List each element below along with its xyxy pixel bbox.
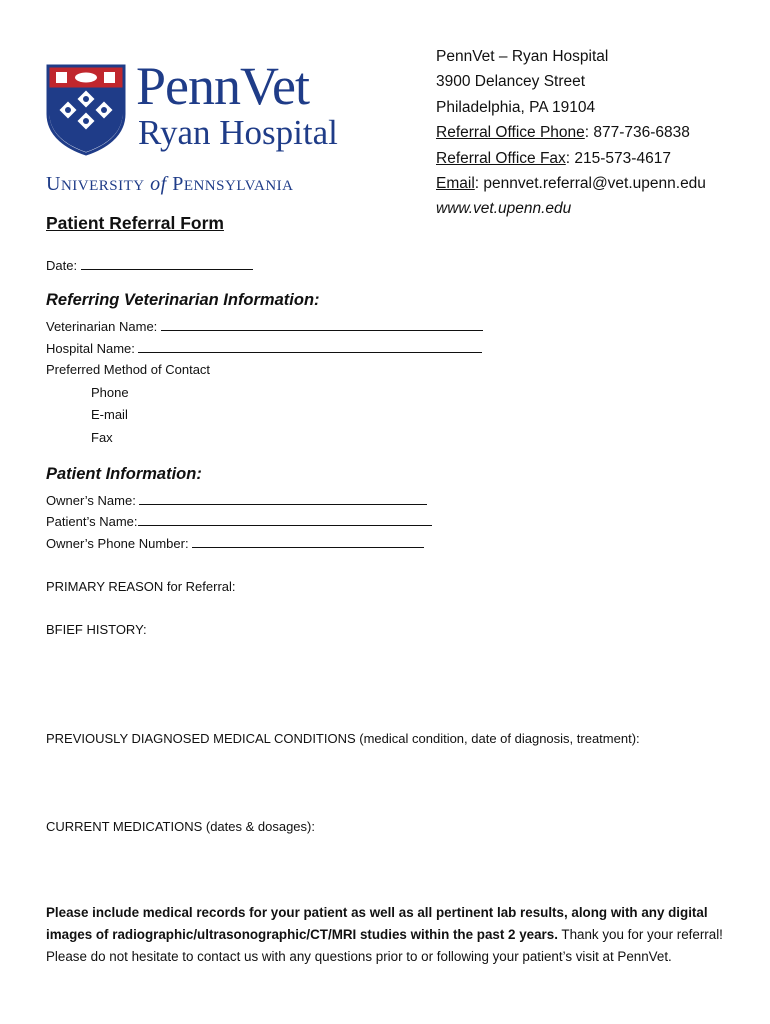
date-field[interactable] [81, 257, 253, 270]
contact-option-phone[interactable]: Phone [91, 385, 129, 400]
vet-name-label: Veterinarian Name: [46, 319, 161, 334]
medications-label: CURRENT MEDICATIONS (dates & dosages): [46, 819, 315, 834]
penn-shield-icon [46, 64, 126, 156]
website-link[interactable]: www.vet.upenn.edu [436, 200, 572, 218]
fax-label: Referral Office Fax [436, 149, 566, 167]
form-title: Patient Referral Form [46, 213, 224, 233]
patient-name-field[interactable] [138, 513, 432, 526]
email-line [436, 171, 706, 196]
pennvet-logo [46, 56, 351, 197]
phone-value: : 877-736-6838 [584, 124, 690, 142]
hospital-name-row [46, 340, 482, 357]
owner-name-field[interactable] [139, 492, 427, 505]
date-label: Date: [46, 258, 81, 273]
hospital-name-field[interactable] [138, 340, 482, 353]
patient-heading: Patient Information: [46, 465, 202, 483]
city-state-zip: Philadelphia, PA 19104 [436, 98, 596, 116]
phone-line [436, 120, 706, 145]
history-label: BFIEF HISTORY: [46, 622, 147, 637]
vet-name-field[interactable] [161, 318, 483, 331]
footer-bold-text: Please include medical records for your patient as well as all pertinent lab results, along with any digital images of radiographic/ultrasonographic/CT/MRI studies within the past 2 years. [46, 905, 708, 942]
contact-option-email[interactable]: E-mail [91, 407, 128, 422]
hospital-name-label: Hospital Name: [46, 341, 139, 356]
patient-name-label: Patient’s Name: [46, 514, 138, 529]
owner-phone-row [46, 535, 424, 552]
footer-note [46, 902, 726, 967]
fax-value: : 215-573-4617 [565, 149, 671, 167]
owner-name-row [46, 492, 427, 509]
owner-phone-field[interactable] [192, 535, 424, 548]
vet-name-row [46, 318, 483, 335]
patient-name-row [46, 513, 432, 530]
brand-subtitle: Ryan Hospital [138, 113, 338, 152]
hospital-name: PennVet – Ryan Hospital [436, 48, 609, 65]
contact-option-fax[interactable]: Fax [91, 430, 113, 445]
street-address: 3900 Delancey Street [436, 73, 586, 91]
brand-name: PennVet [136, 56, 309, 116]
phone-label: Referral Office Phone [436, 124, 585, 142]
previous-conditions-label: PREVIOUSLY DIAGNOSED MEDICAL CONDITIONS (medical condition, date of diagnosis, treatment): [46, 731, 640, 746]
email-value: : pennvet.referral@vet.upenn.edu [474, 175, 706, 193]
university-name: UNIVERSITY of PENNSYLVANIA [46, 173, 294, 195]
referring-heading: Referring Veterinarian Information: [46, 291, 320, 309]
fax-line [436, 146, 706, 171]
contact-block [436, 44, 706, 222]
owner-name-label: Owner’s Name: [46, 493, 140, 508]
email-label: Email [436, 175, 475, 193]
owner-phone-label: Owner’s Phone Number: [46, 536, 193, 551]
contact-method-label: Preferred Method of Contact [46, 362, 211, 377]
date-row [46, 257, 253, 274]
footer-normal-text: Thank you for your referral! Please do not hesitate to contact us with any questions prior to or following your patient’s visit at PennVet. [46, 926, 723, 964]
primary-reason-label: PRIMARY REASON for Referral: [46, 579, 236, 594]
